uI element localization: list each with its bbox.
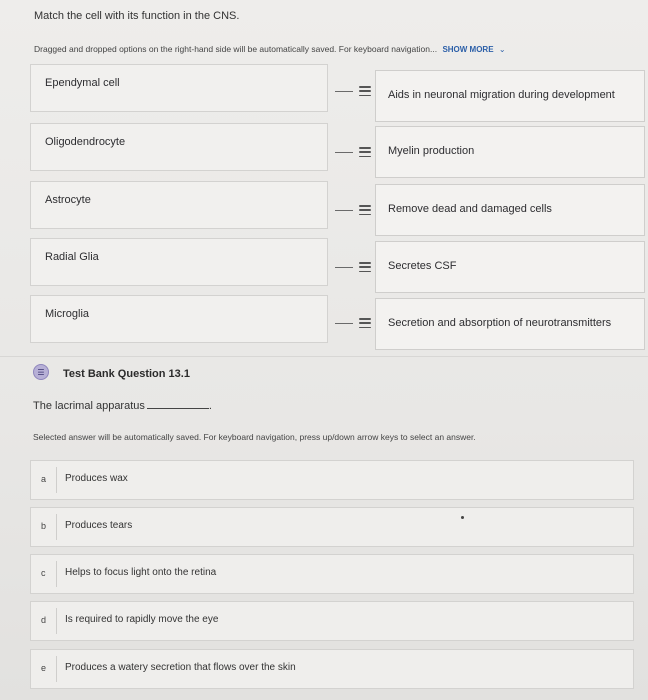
option-text: Helps to focus light onto the retina [65,567,217,578]
drag-handle-icon[interactable] [359,85,371,97]
match-term-ependymal [30,64,328,112]
match-answer-3[interactable] [375,184,645,236]
option-text: Produces a watery secretion that flows over the skin [65,662,296,673]
match-answer-5[interactable] [375,298,645,350]
instructions-text: Dragged and dropped options on the right-hand side will be automatically saved. For keyboard navigation... [34,44,438,54]
question-1-instructions [34,44,506,54]
show-more-link[interactable]: SHOW MORE [442,45,494,54]
option-text: Produces wax [65,473,128,484]
question-2-instructions: Selected answer will be automatically saved. For keyboard navigation, press up/down arrow keys to select an answer. [33,432,476,442]
answer-option-e[interactable] [30,649,634,689]
match-term-radial-glia [30,238,328,286]
match-term-oligodendrocyte [30,123,328,171]
chevron-down-icon[interactable]: ⌄ [498,45,506,54]
match-answer-label: Secretion and absorption of neurotransmitters [388,317,612,329]
drag-handle-icon[interactable] [359,146,371,158]
question-2-title: Test Bank Question 13.1 [63,368,190,380]
question-stem-end: . [208,400,212,412]
match-term-astrocyte [30,181,328,229]
match-term-label: Astrocyte [45,194,91,206]
question-1-title: Match the cell with its function in the CNS. [34,10,240,22]
option-separator [56,467,57,493]
option-text: Is required to rapidly move the eye [65,614,219,625]
answer-option-c[interactable] [30,554,634,594]
option-letter: a [41,474,47,484]
match-term-microglia [30,295,328,343]
drag-handle-icon[interactable] [359,261,371,273]
drag-handle-icon[interactable] [359,204,371,216]
cursor-dot [461,516,464,519]
question-2-stem [33,400,212,412]
match-answer-1[interactable] [375,70,645,122]
option-letter: d [41,615,47,625]
option-letter: e [41,663,47,673]
match-connector [335,91,353,92]
option-separator [56,656,57,682]
match-connector [335,152,353,153]
answer-option-a[interactable] [30,460,634,500]
match-answer-label: Myelin production [388,145,475,157]
match-answer-label: Remove dead and damaged cells [388,203,552,215]
answer-option-b[interactable] [30,507,634,547]
match-connector [335,323,353,324]
match-term-label: Oligodendrocyte [45,136,126,148]
answer-option-d[interactable] [30,601,634,641]
match-term-label: Radial Glia [45,251,99,263]
option-separator [56,608,57,634]
match-connector [335,267,353,268]
match-answer-2[interactable] [375,126,645,178]
match-term-label: Ependymal cell [45,77,120,89]
match-connector [335,210,353,211]
option-separator [56,561,57,587]
match-term-label: Microglia [45,308,90,320]
question-type-icon: ☰ [33,364,49,380]
question-stem-text: The lacrimal apparatus [33,400,145,412]
match-answer-4[interactable] [375,241,645,293]
drag-handle-icon[interactable] [359,317,371,329]
match-answer-label: Secretes CSF [388,260,457,272]
option-letter: c [41,568,46,578]
option-letter: b [41,521,47,531]
option-separator [56,514,57,540]
fill-blank [147,408,209,409]
option-text: Produces tears [65,520,133,531]
match-answer-label: Aids in neuronal migration during development [388,89,615,101]
section-divider [0,356,648,357]
